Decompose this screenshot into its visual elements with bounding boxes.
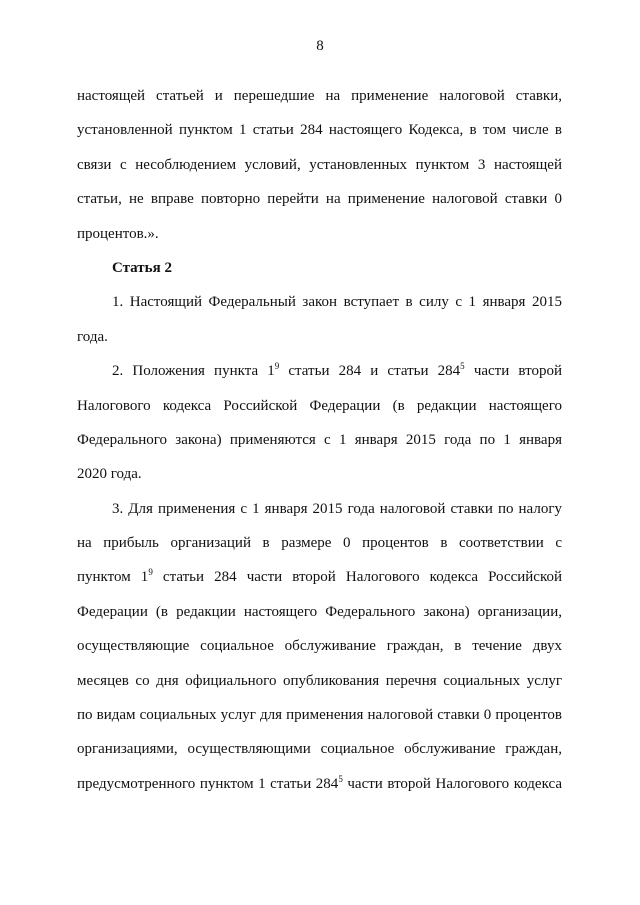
text-segment: статьи 284 и статьи 284 (288, 363, 461, 380)
text-segment: предусмотренного пунктом 1 статьи 284 (77, 775, 339, 792)
text-line: на прибыль организаций в размере 0 процентов в соответствии с (77, 535, 562, 552)
paragraph-2 (77, 354, 562, 492)
text-segment: части второй Налогового кодекса (347, 775, 563, 792)
paragraph-1 (77, 285, 562, 354)
text-line: процентов.». (77, 225, 159, 242)
text-line: Налогового кодекса Российской Федерации (в редакции настоящего (77, 397, 562, 414)
superscript: 9 (148, 567, 153, 578)
text-line: 1. Настоящий Федеральный закон вступает в силу с 1 января 2015 (112, 294, 562, 311)
text-line: осуществляющие социальное обслуживание граждан, в течение двух (77, 638, 562, 655)
text-line: года. (77, 328, 108, 345)
superscript: 5 (338, 773, 343, 784)
text-line: 3. Для применения с 1 января 2015 года налоговой ставки по налогу (112, 500, 562, 517)
text-line: по видам социальных услуг для применения налоговой ставки 0 процентов (77, 707, 562, 724)
text-line: месяцев со дня официального опубликования перечня социальных услуг (77, 672, 562, 689)
text-segment: пунктом 1 (77, 569, 149, 586)
superscript: 9 (274, 361, 280, 372)
article-heading: Статья 2 (112, 259, 172, 276)
text-line: Федерации (в редакции настоящего Федерального закона) организации, (77, 603, 562, 620)
text-line: настоящей статьей и перешедшие на применение налоговой ставки, (77, 88, 562, 104)
text-line: установленной пунктом 1 статьи 284 настоящего Кодекса, в том числе в (77, 122, 562, 139)
text-line (77, 354, 562, 388)
intro-paragraph (77, 79, 562, 251)
text-line: организациями, осуществляющими социальное обслуживание граждан, (77, 741, 562, 758)
paragraph-3 (77, 492, 562, 802)
text-segment: 2. Положения пункта 1 (112, 363, 275, 380)
text-line: статьи, не вправе повторно перейти на применение налоговой ставки 0 (77, 191, 562, 208)
document-body (77, 79, 562, 801)
page-number: 8 (316, 38, 324, 54)
text-line: 2020 года. (77, 466, 142, 483)
text-line (77, 767, 562, 801)
text-line: Федерального закона) применяются с 1 января 2015 года по 1 января (77, 431, 562, 448)
text-segment: части второй (473, 363, 562, 380)
text-line (77, 560, 562, 594)
text-segment: статьи 284 части второй Налогового кодекса Российской (162, 569, 562, 586)
text-line: связи с несоблюдением условий, установленных пунктом 3 настоящей (77, 156, 562, 173)
superscript: 5 (460, 361, 465, 372)
